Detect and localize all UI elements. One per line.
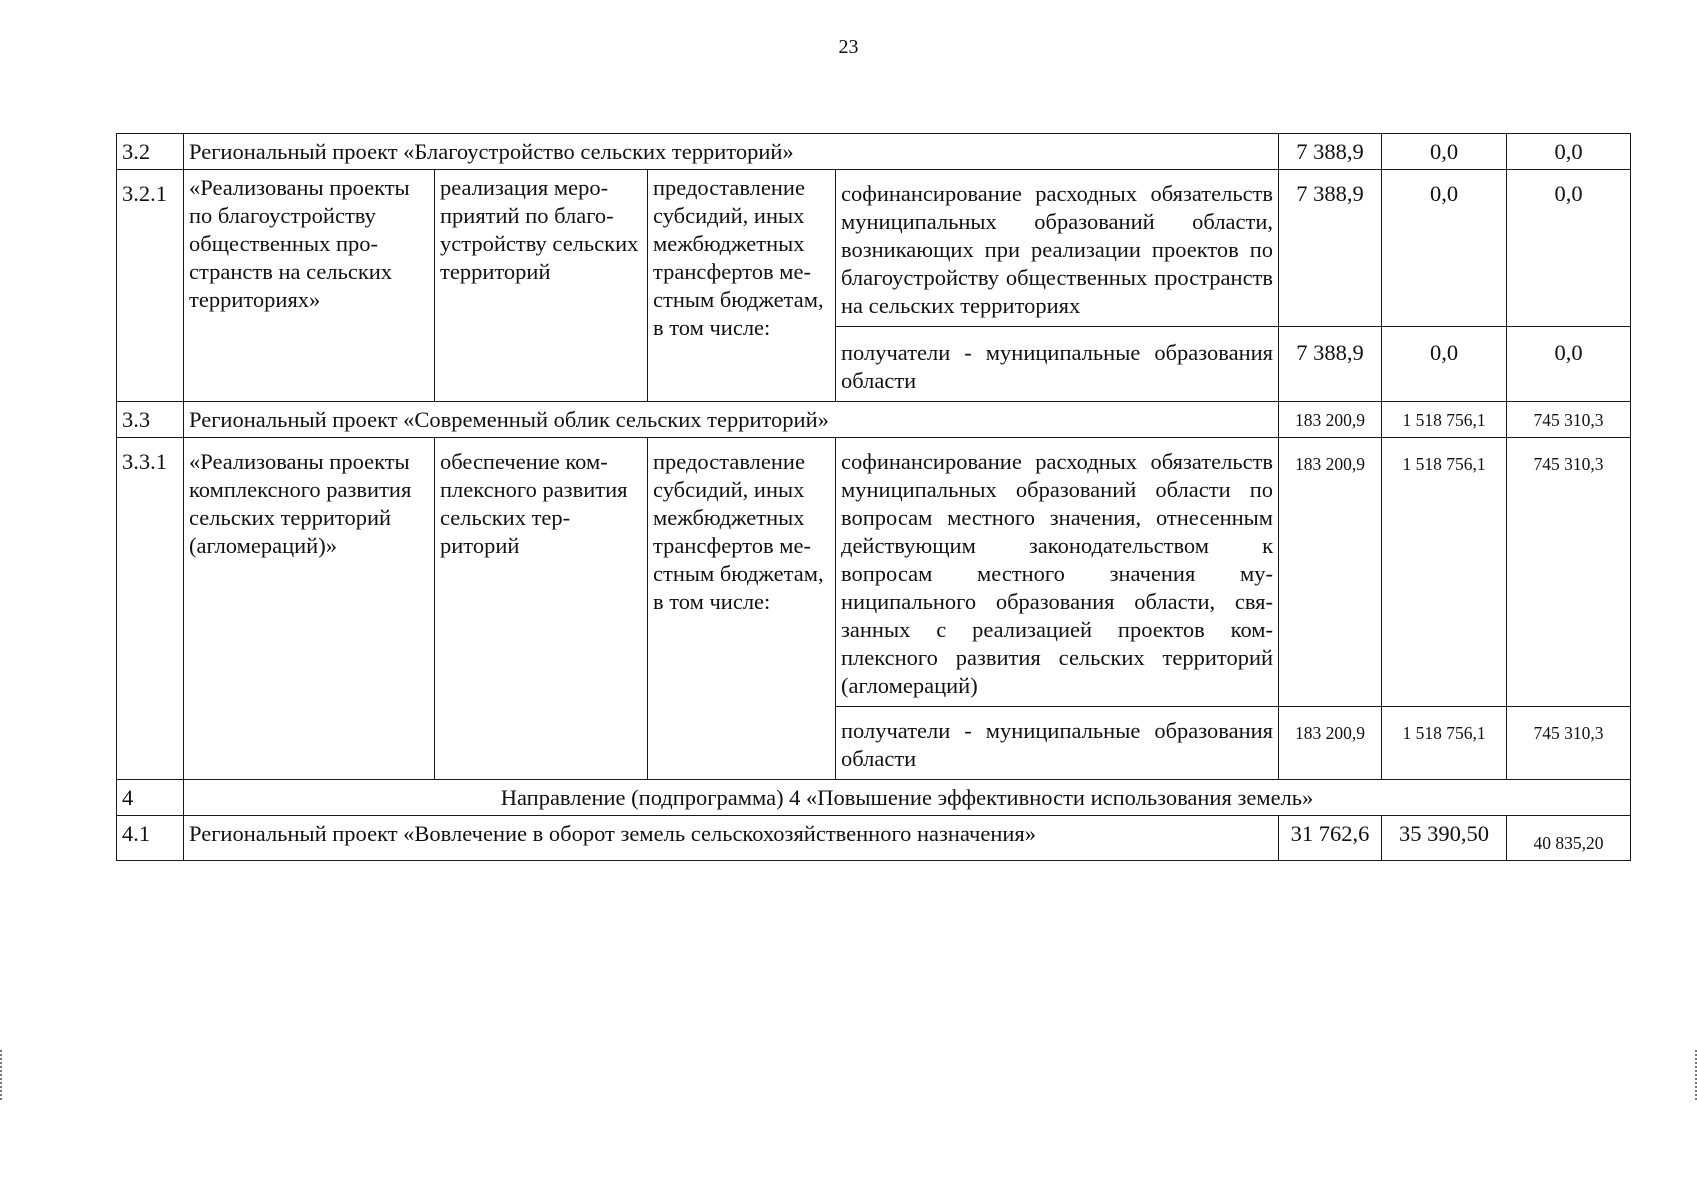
- table-row-4-1: [117, 816, 1631, 861]
- recipient-text: получатели - муниципальные образования области: [836, 707, 1279, 780]
- table-row-3-2-1: [117, 170, 1631, 327]
- recipient-text: получатели - муниципальные образования области: [836, 327, 1279, 402]
- value-year-1: 7 388,9: [1279, 170, 1382, 327]
- row-code: 4.1: [117, 816, 184, 861]
- table-row-3-2: [117, 134, 1631, 170]
- row-code: 3.2.1: [117, 170, 184, 402]
- project-title: Региональный проект «Благоустройство сельских территорий»: [184, 134, 1279, 170]
- result-text: «Реализованы проекты комплексного развития сельских территорий (агломераций)»: [184, 438, 435, 780]
- value-year-2: 1 518 756,1: [1382, 402, 1507, 438]
- value-year-2: 35 390,50: [1382, 816, 1507, 861]
- measure-text: реализация мероприятий по благоустройству сельских территорий: [435, 170, 648, 402]
- purpose-text: софинансирование расходных обязательств муниципальных образований области по вопросам местного значения, отнесенным действующим законодательством к вопросам местного значения муниципального образования области, связанных с реализацией проектов комплексного развития сельских территорий (агломераций): [836, 438, 1279, 707]
- budget-table: [116, 133, 1631, 861]
- row-code: 3.2: [117, 134, 184, 170]
- scan-edge-mark-left: [0, 1050, 6, 1100]
- scan-edge-mark-right: [1691, 1050, 1697, 1100]
- value-year-3: 0,0: [1507, 170, 1631, 327]
- subprogram-title: Направление (подпрограмма) 4 «Повышение эффективности использования земель»: [184, 780, 1631, 816]
- recipient-value-year-3: 745 310,3: [1507, 707, 1631, 780]
- project-title: Региональный проект «Вовлечение в оборот земель сельскохозяйственного назначения»: [184, 816, 1279, 861]
- recipient-value-year-1: 183 200,9: [1279, 707, 1382, 780]
- purpose-text: софинансирование расходных обязательств муниципальных образований области, возникающих при реализации проектов по благоустройству общественных пространств на сельских территориях: [836, 170, 1279, 327]
- row-code: 3.3.1: [117, 438, 184, 780]
- value-year-2: 0,0: [1382, 134, 1507, 170]
- value-year-3: 745 310,3: [1507, 402, 1631, 438]
- value-year-1: 31 762,6: [1279, 816, 1382, 861]
- mechanism-text: предоставление субсидий, иных межбюджетных трансфертов местным бюджетам, в том числе:: [648, 438, 836, 780]
- mechanism-text: предоставление субсидий, иных межбюджетных трансфертов местным бюджетам, в том числе:: [648, 170, 836, 402]
- page-number: 23: [838, 36, 859, 58]
- project-title: Региональный проект «Современный облик сельских территорий»: [184, 402, 1279, 438]
- value-year-3: 745 310,3: [1507, 438, 1631, 707]
- value-year-1: 183 200,9: [1279, 402, 1382, 438]
- value-year-2: 0,0: [1382, 170, 1507, 327]
- recipient-value-year-2: 0,0: [1382, 327, 1507, 402]
- recipient-value-year-2: 1 518 756,1: [1382, 707, 1507, 780]
- recipient-value-year-1: 7 388,9: [1279, 327, 1382, 402]
- row-code: 3.3: [117, 402, 184, 438]
- value-year-3: 0,0: [1507, 134, 1631, 170]
- recipient-value-year-3: 0,0: [1507, 327, 1631, 402]
- result-text: «Реализованы проекты по благоустройству общественных пространств на сельских территориях»: [184, 170, 435, 402]
- value-year-2: 1 518 756,1: [1382, 438, 1507, 707]
- row-code: 4: [117, 780, 184, 816]
- value-year-3: 40 835,20: [1507, 816, 1631, 861]
- table-row-4: [117, 780, 1631, 816]
- table-row-3-3-1: [117, 438, 1631, 707]
- table-row-3-3: [117, 402, 1631, 438]
- value-year-1: 7 388,9: [1279, 134, 1382, 170]
- measure-text: обеспечение комплексного развития сельских территорий: [435, 438, 648, 780]
- value-year-1: 183 200,9: [1279, 438, 1382, 707]
